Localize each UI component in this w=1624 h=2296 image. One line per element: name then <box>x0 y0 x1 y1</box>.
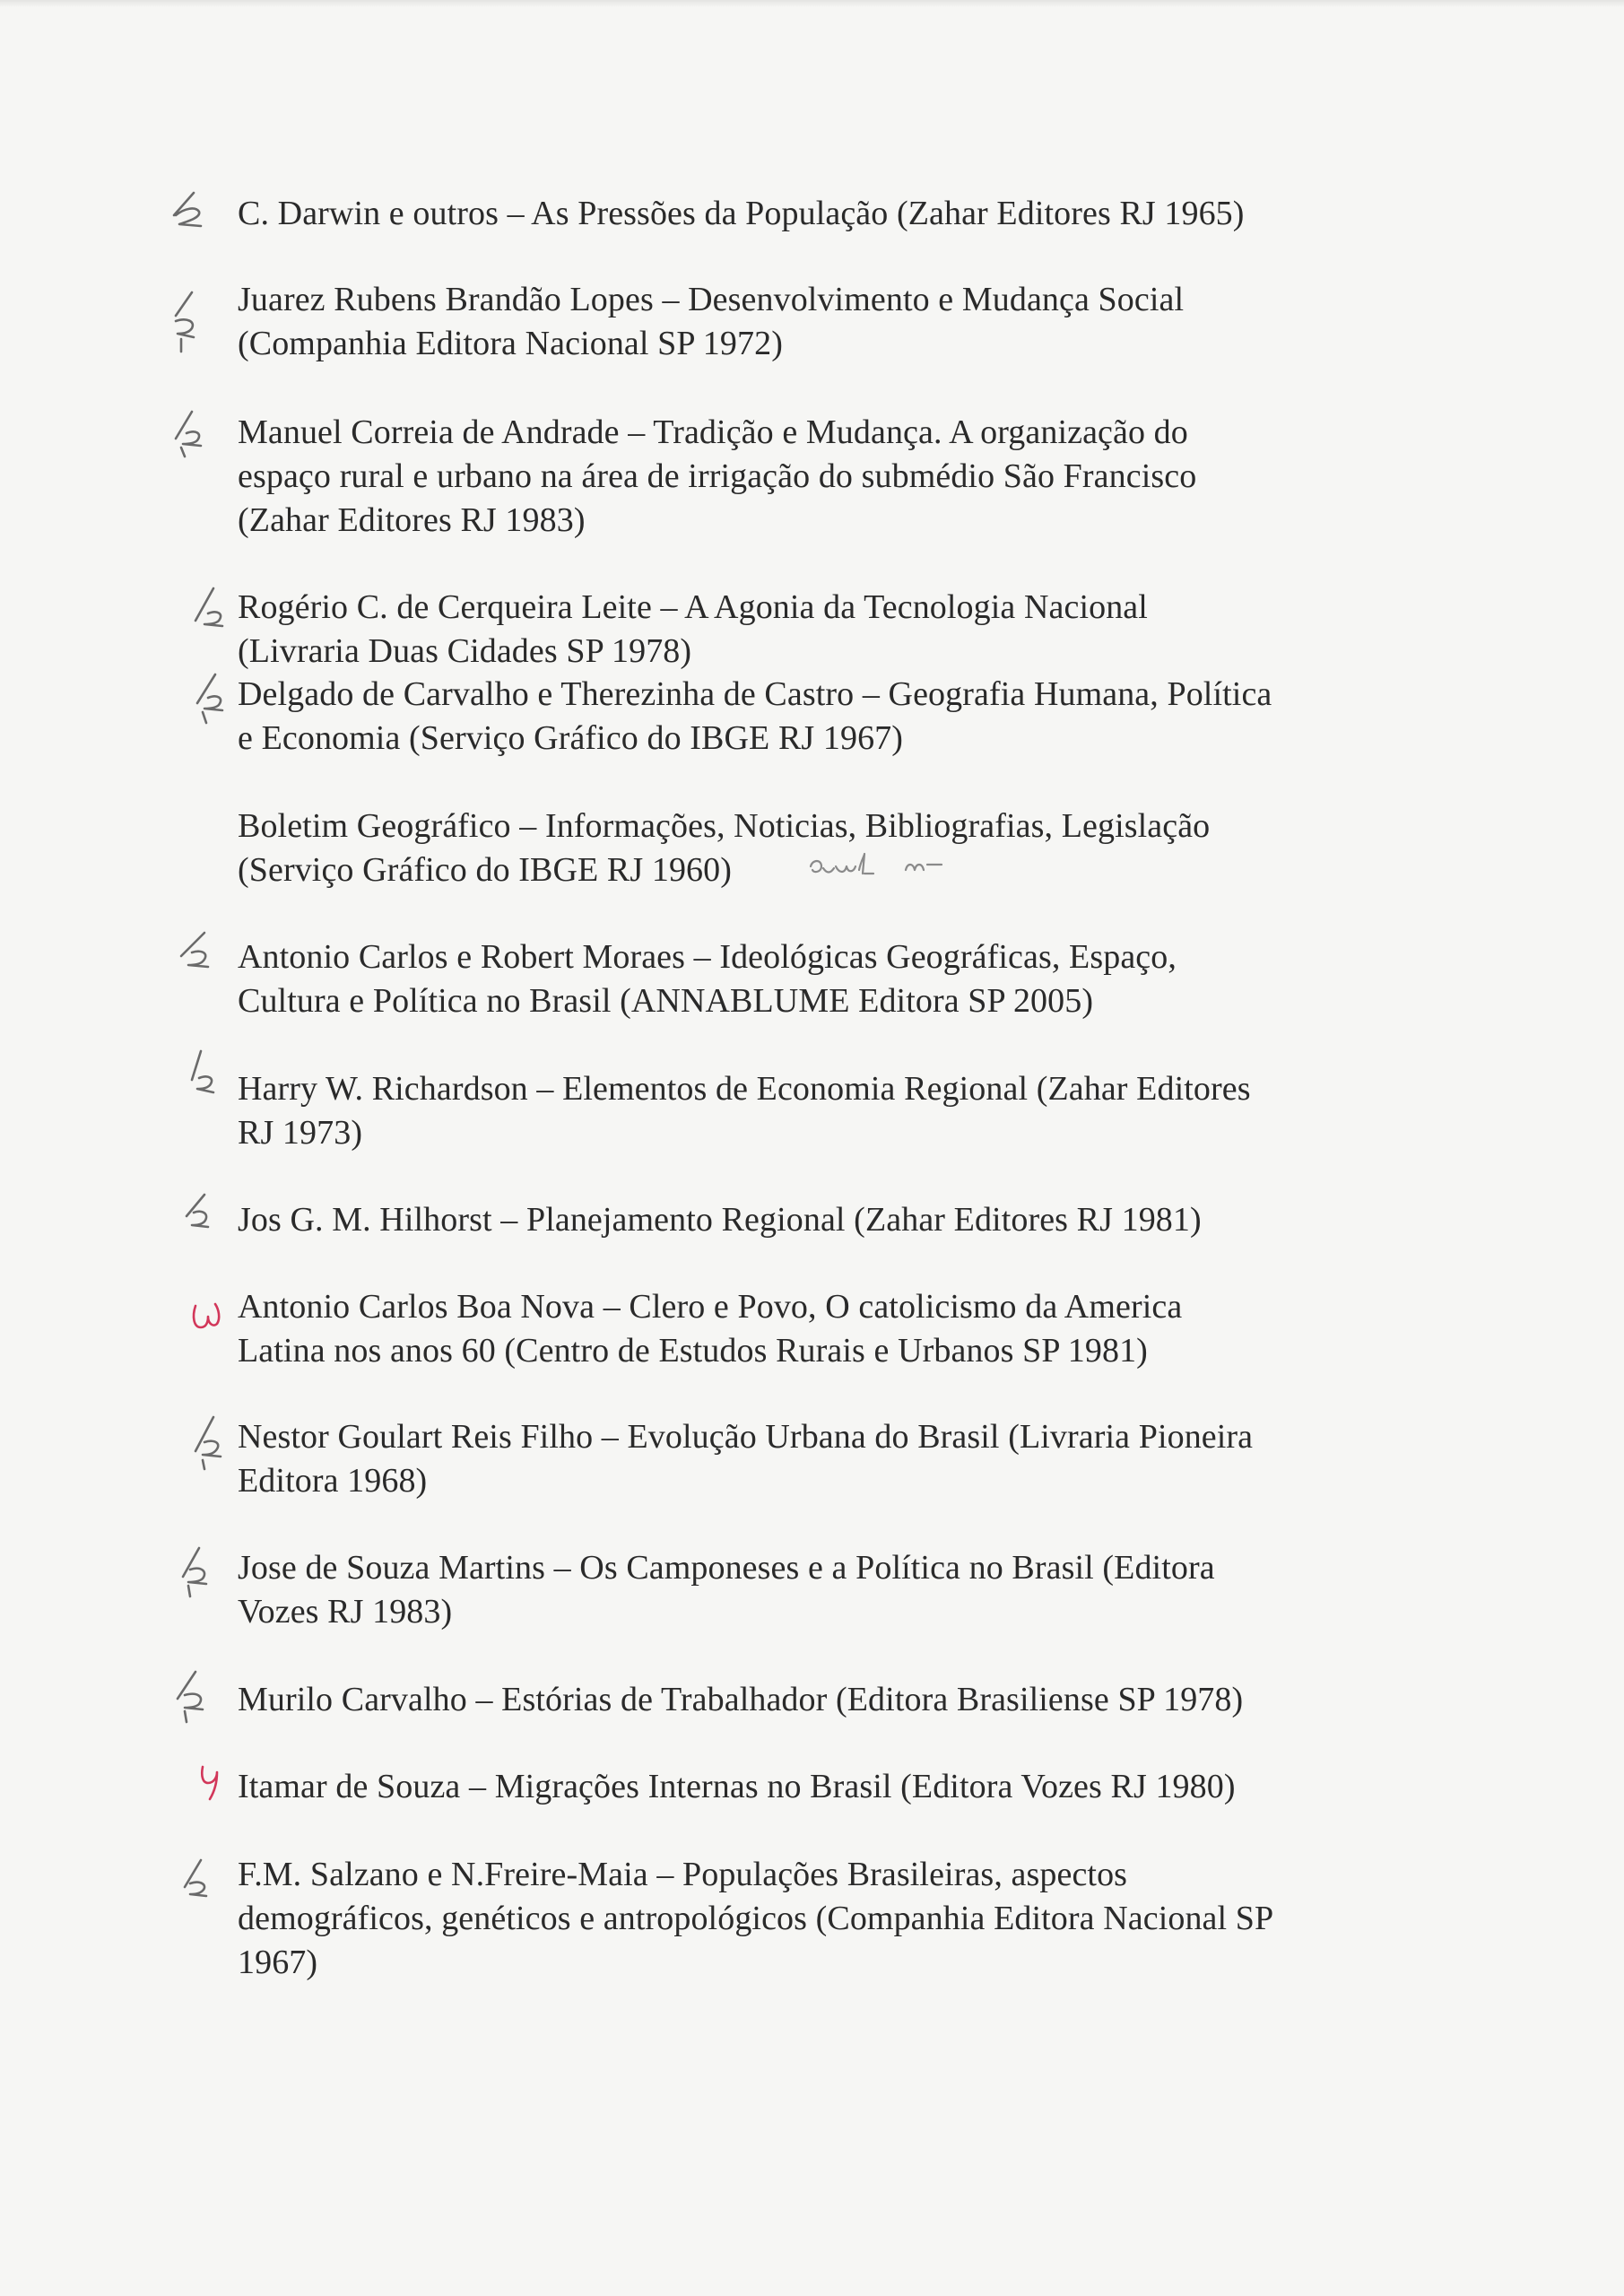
entry-line: e Economia (Serviço Gráfico do IBGE RJ 1967) <box>238 719 904 757</box>
scan-top-edge <box>0 0 1624 7</box>
entry-line: Nestor Goulart Reis Filho – Evolução Urbana do Brasil (Livraria Pioneira <box>238 1418 1254 1456</box>
handwritten-annotation <box>807 850 1040 886</box>
bibliography-entry <box>238 1415 1421 1503</box>
bibliography-entry <box>238 411 1421 543</box>
entry-line: Harry W. Richardson – Elementos de Economia Regional (Zahar Editores <box>238 1070 1251 1108</box>
entry-line: Boletim Geográfico – Informações, Noticias, Bibliografias, Legislação <box>238 807 1211 845</box>
entry-line: demográficos, genéticos e antropológicos (Companhia Editora Nacional SP <box>238 1900 1274 1937</box>
entry-line: Manuel Correia de Andrade – Tradição e Mudança. A organização do <box>238 413 1188 451</box>
bibliography-entry <box>238 1285 1421 1373</box>
bibliography-entry <box>238 586 1421 674</box>
bibliography-entry <box>238 1546 1421 1634</box>
entry-line: Cultura e Política no Brasil (ANNABLUME Editora SP 2005) <box>238 982 1094 1020</box>
pencil-check-mark-icon <box>170 408 224 471</box>
entry-line: Itamar de Souza – Migrações Internas no Brasil (Editora Vozes RJ 1980) <box>238 1768 1236 1805</box>
pencil-check-mark-icon <box>190 671 244 734</box>
entry-line: Delgado de Carvalho e Therezinha de Castro – Geografia Humana, Política <box>238 675 1272 713</box>
bibliography-entry <box>238 1853 1421 1985</box>
entry-line: 1967) <box>238 1944 318 1981</box>
bibliography-entry <box>238 192 1421 236</box>
pencil-check-mark-icon <box>169 188 222 251</box>
entry-line: Editora 1968) <box>238 1462 428 1500</box>
pencil-check-mark-icon <box>185 1048 239 1110</box>
entry-line: (Livraria Duas Cidades SP 1978) <box>238 632 692 670</box>
entry-line: Rogério C. de Cerqueira Leite – A Agonia da Tecnologia Nacional <box>238 588 1148 626</box>
bibliography-entry <box>238 278 1421 366</box>
pencil-check-mark-icon <box>178 1544 231 1607</box>
entry-line: Jos G. M. Hilhorst – Planejamento Regional (Zahar Editores RJ 1981) <box>238 1201 1202 1239</box>
pencil-check-mark-icon <box>190 585 244 648</box>
bibliography-entry <box>238 935 1421 1023</box>
entry-line: Antonio Carlos Boa Nova – Clero e Povo, O catolicismo da America <box>238 1288 1183 1326</box>
bibliography-entry <box>238 1765 1421 1809</box>
pencil-check-mark-icon <box>179 1191 233 1254</box>
entry-line: (Companhia Editora Nacional SP 1972) <box>238 325 783 362</box>
entry-line: Jose de Souza Martins – Os Camponeses e a Política no Brasil (Editora <box>238 1549 1215 1587</box>
pencil-check-mark-icon <box>178 1857 231 1919</box>
entry-line: Vozes RJ 1983) <box>238 1593 453 1631</box>
entry-line: (Serviço Gráfico do IBGE RJ 1960) <box>238 851 733 889</box>
entry-line: RJ 1973) <box>238 1114 363 1152</box>
pencil-check-mark-icon <box>188 1413 242 1476</box>
entry-line: (Zahar Editores RJ 1983) <box>238 501 586 539</box>
entry-line: Latina nos anos 60 (Centro de Estudos Rurais e Urbanos SP 1981) <box>238 1332 1148 1370</box>
pencil-check-mark-icon <box>172 1668 226 1731</box>
pencil-check-mark-icon <box>174 929 228 992</box>
entry-line: Antonio Carlos e Robert Moraes – Ideológicas Geográficas, Espaço, <box>238 938 1177 976</box>
entry-line: Murilo Carvalho – Estórias de Trabalhador (Editora Brasiliense SP 1978) <box>238 1681 1244 1718</box>
bibliography-entry <box>238 1067 1421 1155</box>
entry-line: espaço rural e urbano na área de irrigação do submédio São Francisco <box>238 457 1197 495</box>
red-pen-mark-icon <box>188 1300 242 1363</box>
entry-line: F.M. Salzano e N.Freire-Maia – Populações Brasileiras, aspectos <box>238 1856 1128 1893</box>
bibliography-entry <box>238 673 1421 761</box>
entry-line: C. Darwin e outros – As Pressões da População (Zahar Editores RJ 1965) <box>238 195 1245 232</box>
pencil-check-mark-icon <box>167 289 221 352</box>
entry-line: Juarez Rubens Brandão Lopes – Desenvolvimento e Mudança Social <box>238 281 1185 318</box>
bibliography-entry <box>238 1678 1421 1722</box>
bibliography-entry <box>238 1198 1421 1242</box>
